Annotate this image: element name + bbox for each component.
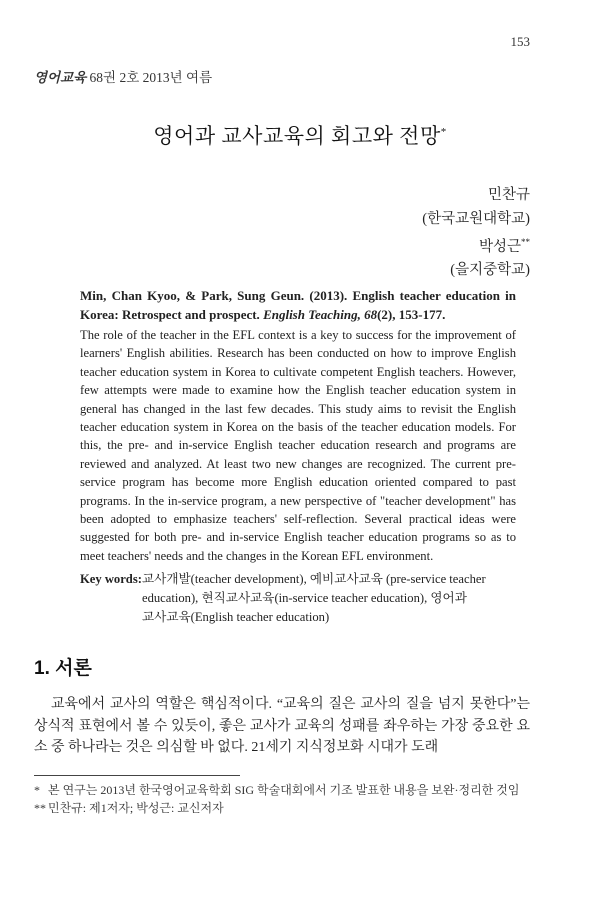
section-heading: 1. 서론: [34, 658, 92, 679]
footnote-1-text: 본 연구는 2013년 한국영어교육학회 SIG 학술대회에서 기조 발표한 내용을 보완·정리한 것임: [48, 783, 520, 797]
keywords-list: [142, 570, 516, 627]
keywords: [80, 570, 516, 627]
paper-title-text: 영어과 교사교육의 회고와 전망: [153, 124, 441, 148]
author-1-line: [422, 184, 530, 208]
keywords-line-1: 교사개발(teacher development), 예비교사교육 (pre-service teacher: [142, 572, 486, 586]
footnote-2: [34, 800, 530, 816]
author-block: [422, 184, 530, 283]
keywords-line-3: 교사교육(English teacher education): [142, 610, 330, 624]
keywords-label: Key words:: [80, 572, 142, 586]
footnote-2-text: 민찬규: 제1저자; 박성근: 교신저자: [48, 801, 224, 815]
footnote-divider: [34, 775, 240, 776]
author-2-affiliation: (을지중학교): [450, 262, 530, 279]
title-footnote-mark: *: [440, 126, 447, 138]
paper-title: [0, 120, 600, 150]
footnote-1: [34, 782, 530, 798]
abstract: The role of the teacher in the EFL context is a key to success for the improvement of learners' English abilities. Research has been conducted on how to improve English teacher education system in Korea to cultivate competent English teachers. However, few attempts were made to examine how the English teacher education system in general has changed in the last few decades. This study aims to revisit the English teacher education system in Korea on the basis of the teacher education models. For this, the pre- and in-service English teacher education research and programs are reviewed and analyzed. At least two new changes are recognized. The current pre-service program has become more English education oriented compared to past programs. In the in-service program, a new perspective of "teacher development" has been adopted to emphasize teachers' self-reflection. Several practical ideas were suggested for both pre- and in-service English teacher education programs so as to meet teachers' needs and the changes in the Korean EFL environment.: [80, 328, 516, 563]
footnote-1-mark: *: [34, 783, 40, 797]
citation-journal: English Teaching, 68: [263, 306, 378, 322]
journal-name: 영어교육: [34, 70, 87, 85]
citation: [80, 287, 516, 324]
page-number: 153: [510, 34, 530, 49]
author-1-name: 민찬규: [487, 187, 530, 203]
author-2-mark: **: [521, 237, 530, 247]
intro-paragraph: 교육에서 교사의 역할은 핵심적이다. “교육의 질은 교사의 질을 넘지 못한다”는 상식적 표현에서 볼 수 있듯이, 좋은 교사가 교육의 성패를 좌우하는 가장 중요한 요소 중 하나라는 것은 의심할 바 없다. 21세기 지식정보화 시대가 도래: [34, 697, 530, 755]
citation-authors: Min, Chan Kyoo, & Park, Sung Geun. (2013). English teacher education in Korea: Retrospect and prospect.: [80, 288, 516, 322]
author-1-affiliation: (한국교원대학교): [422, 210, 530, 227]
footnote-2-mark: **: [34, 801, 46, 815]
journal-header: [34, 66, 212, 86]
footnotes: [34, 782, 530, 818]
citation-pages: (2), 153-177.: [377, 306, 446, 322]
journal-issue: 68권 2호 2013년 여름: [89, 70, 213, 85]
author-2-line: [422, 231, 530, 259]
keywords-line-2: education), 현직교사교육(in-service teacher education), 영어과: [142, 591, 467, 605]
author-2-name: 박성근: [478, 238, 521, 255]
